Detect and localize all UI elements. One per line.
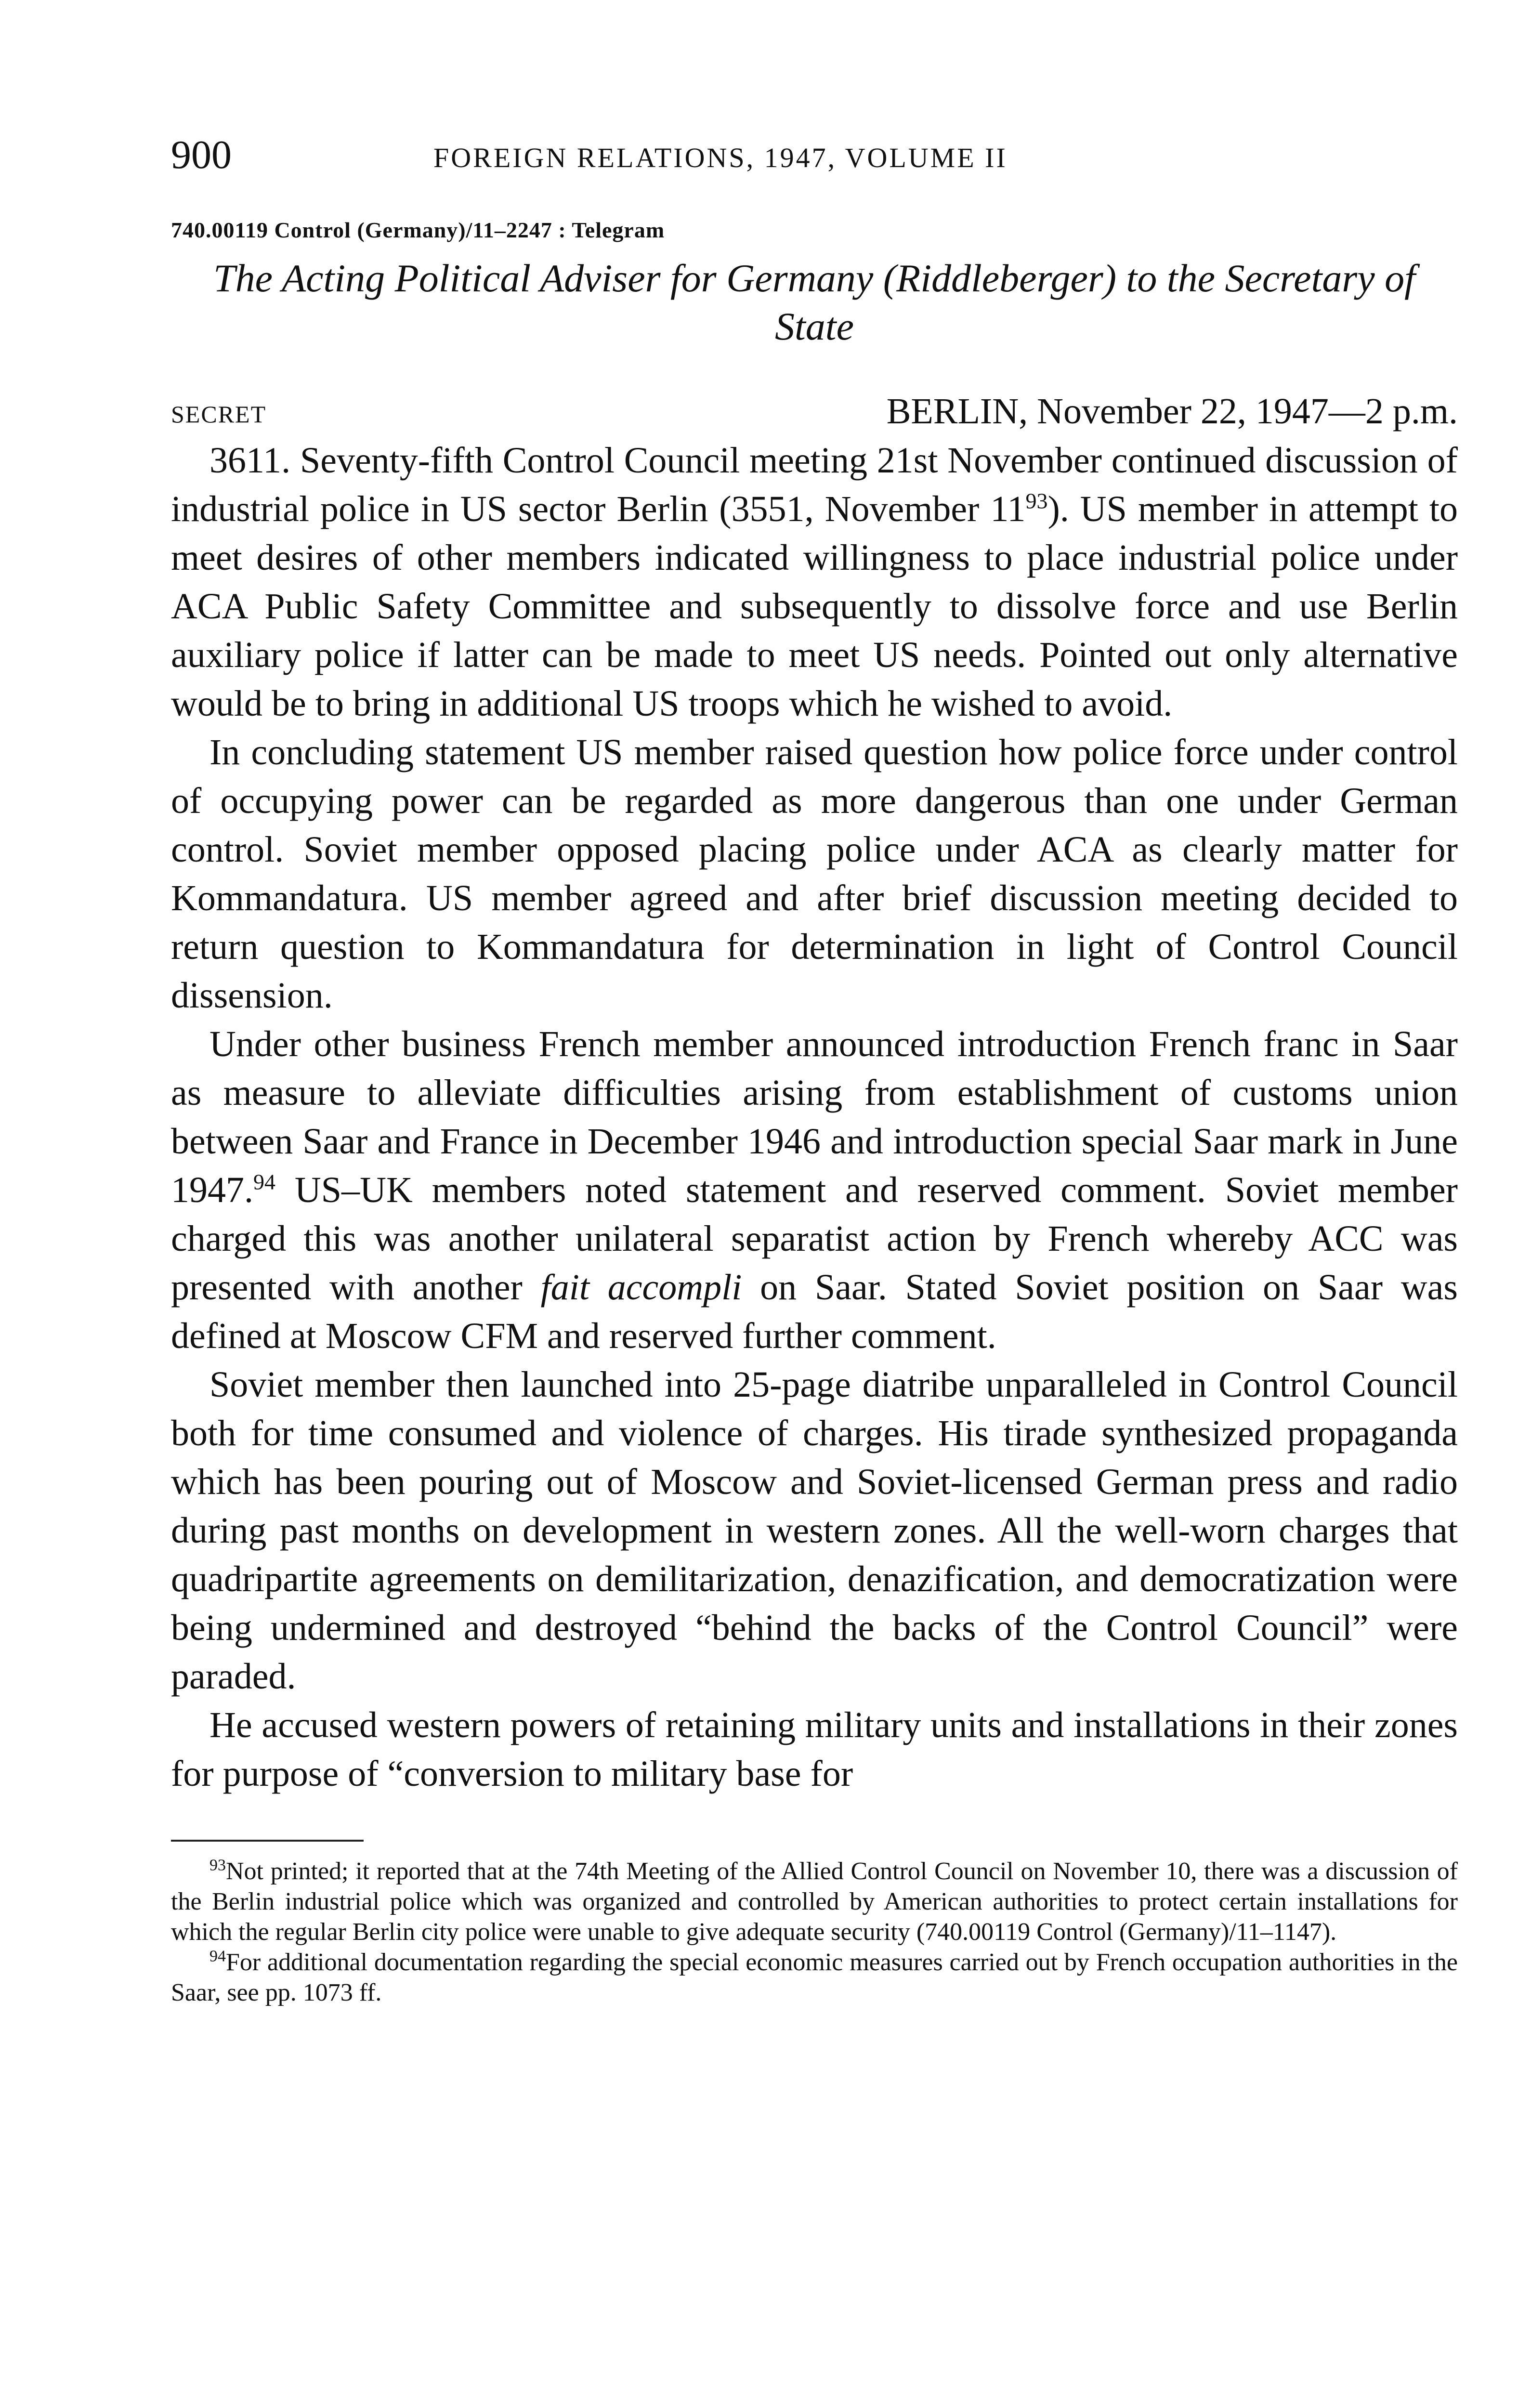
footnote-ref-93: 93 bbox=[1025, 488, 1048, 513]
footnote-93-mark: 93 bbox=[209, 1856, 226, 1874]
footnote-93 bbox=[171, 1856, 1458, 1947]
footnote-ref-94: 94 bbox=[253, 1169, 275, 1194]
paragraph-1-text-a: 3611. Seventy-fifth Control Council meeting 21st November continued discussion of industrial police in US sector Berlin (3551, November 11 bbox=[171, 440, 1458, 529]
paragraph-3-italic-phrase: fait accompli bbox=[540, 1267, 742, 1308]
paragraph-5: He accused western powers of retaining military units and installations in their zones for purpose of “conversion to military base for bbox=[171, 1705, 1458, 1794]
document-title: The Acting Political Adviser for Germany (Riddleberger) to the Secretary of State bbox=[213, 256, 1415, 348]
paragraph-4: Soviet member then launched into 25-page diatribe unparalleled in Control Council both for time consumed and violence of charges. His tirade synthesized propaganda which has been pouring out of Moscow and Soviet-licensed German press and radio during past months on development in western zones. All the well-worn charges that quadripartite agreements on demilitarization, denazification, and democratization were being undermined and destroyed “behind the backs of the Control Council” were paraded. bbox=[171, 1364, 1458, 1697]
footnote-93-text: Not printed; it reported that at the 74th Meeting of the Allied Control Council on November 10, there was a discussion of the Berlin industrial police which was organized and controlled by American authorities to protect certain installations for which the regular Berlin city police were unable to give adequate security (740.00119 Control (Germany)/11–1147). bbox=[171, 1858, 1458, 1946]
dateline: BERLIN, November 22, 1947—2 p.m. bbox=[886, 391, 1458, 432]
running-header bbox=[171, 132, 1458, 188]
footnote-94-mark: 94 bbox=[209, 1947, 226, 1965]
document-page bbox=[171, 132, 1458, 2008]
paragraph-3-text-a: Under other business French member announced introduction French franc in Saar as measure to alleviate difficulties arising from establishment of customs union between Saar and France in December 1946 and introduction special Saar mark in June 1947. bbox=[171, 1024, 1458, 1210]
classification-label: SECRET bbox=[171, 401, 267, 428]
footnote-94-text: For additional documentation regarding the special economic measures carried out by French occupation authorities in the Saar, see pp. 1073 ff. bbox=[171, 1949, 1458, 2006]
page-number: 900 bbox=[171, 132, 232, 177]
running-title: FOREIGN RELATIONS, 1947, VOLUME II bbox=[433, 142, 1008, 173]
footnote-rule bbox=[171, 1840, 364, 1842]
paragraph-3-text-b: US–UK members noted statement and reserved comment. Soviet member charged this was another unilateral separatist action by French whereby ACC was presented with another bbox=[171, 1170, 1458, 1308]
file-reference: 740.00119 Control (Germany)/11–2247 : Telegram bbox=[171, 218, 665, 242]
paragraph-2: In concluding statement US member raised question how police force under control of occupying power can be regarded as more dangerous than one under German control. Soviet member opposed placing police under ACA as clearly matter for Kommandatura. US member agreed and after brief discussion meeting decided to return question to Kommandatura for determination in light of Control Council dissension. bbox=[171, 732, 1458, 1016]
paragraph-3 bbox=[171, 1020, 1458, 1361]
footnote-94 bbox=[171, 1947, 1458, 2008]
dateline-row bbox=[171, 388, 1458, 436]
paragraph-3-text-c: on Saar. Stated Soviet position on Saar was defined at Moscow CFM and reserved further comment. bbox=[171, 1267, 1458, 1356]
paragraph-1 bbox=[171, 436, 1458, 728]
paragraph-1-text-b: ). US member in attempt to meet desires of other members indicated willingness to place industrial police under ACA Public Safety Committee and subsequently to dissolve force and use Berlin auxiliary police if latter can be made to meet US needs. Pointed out only alternative would be to bring in additional US troops which he wished to avoid. bbox=[171, 489, 1458, 724]
